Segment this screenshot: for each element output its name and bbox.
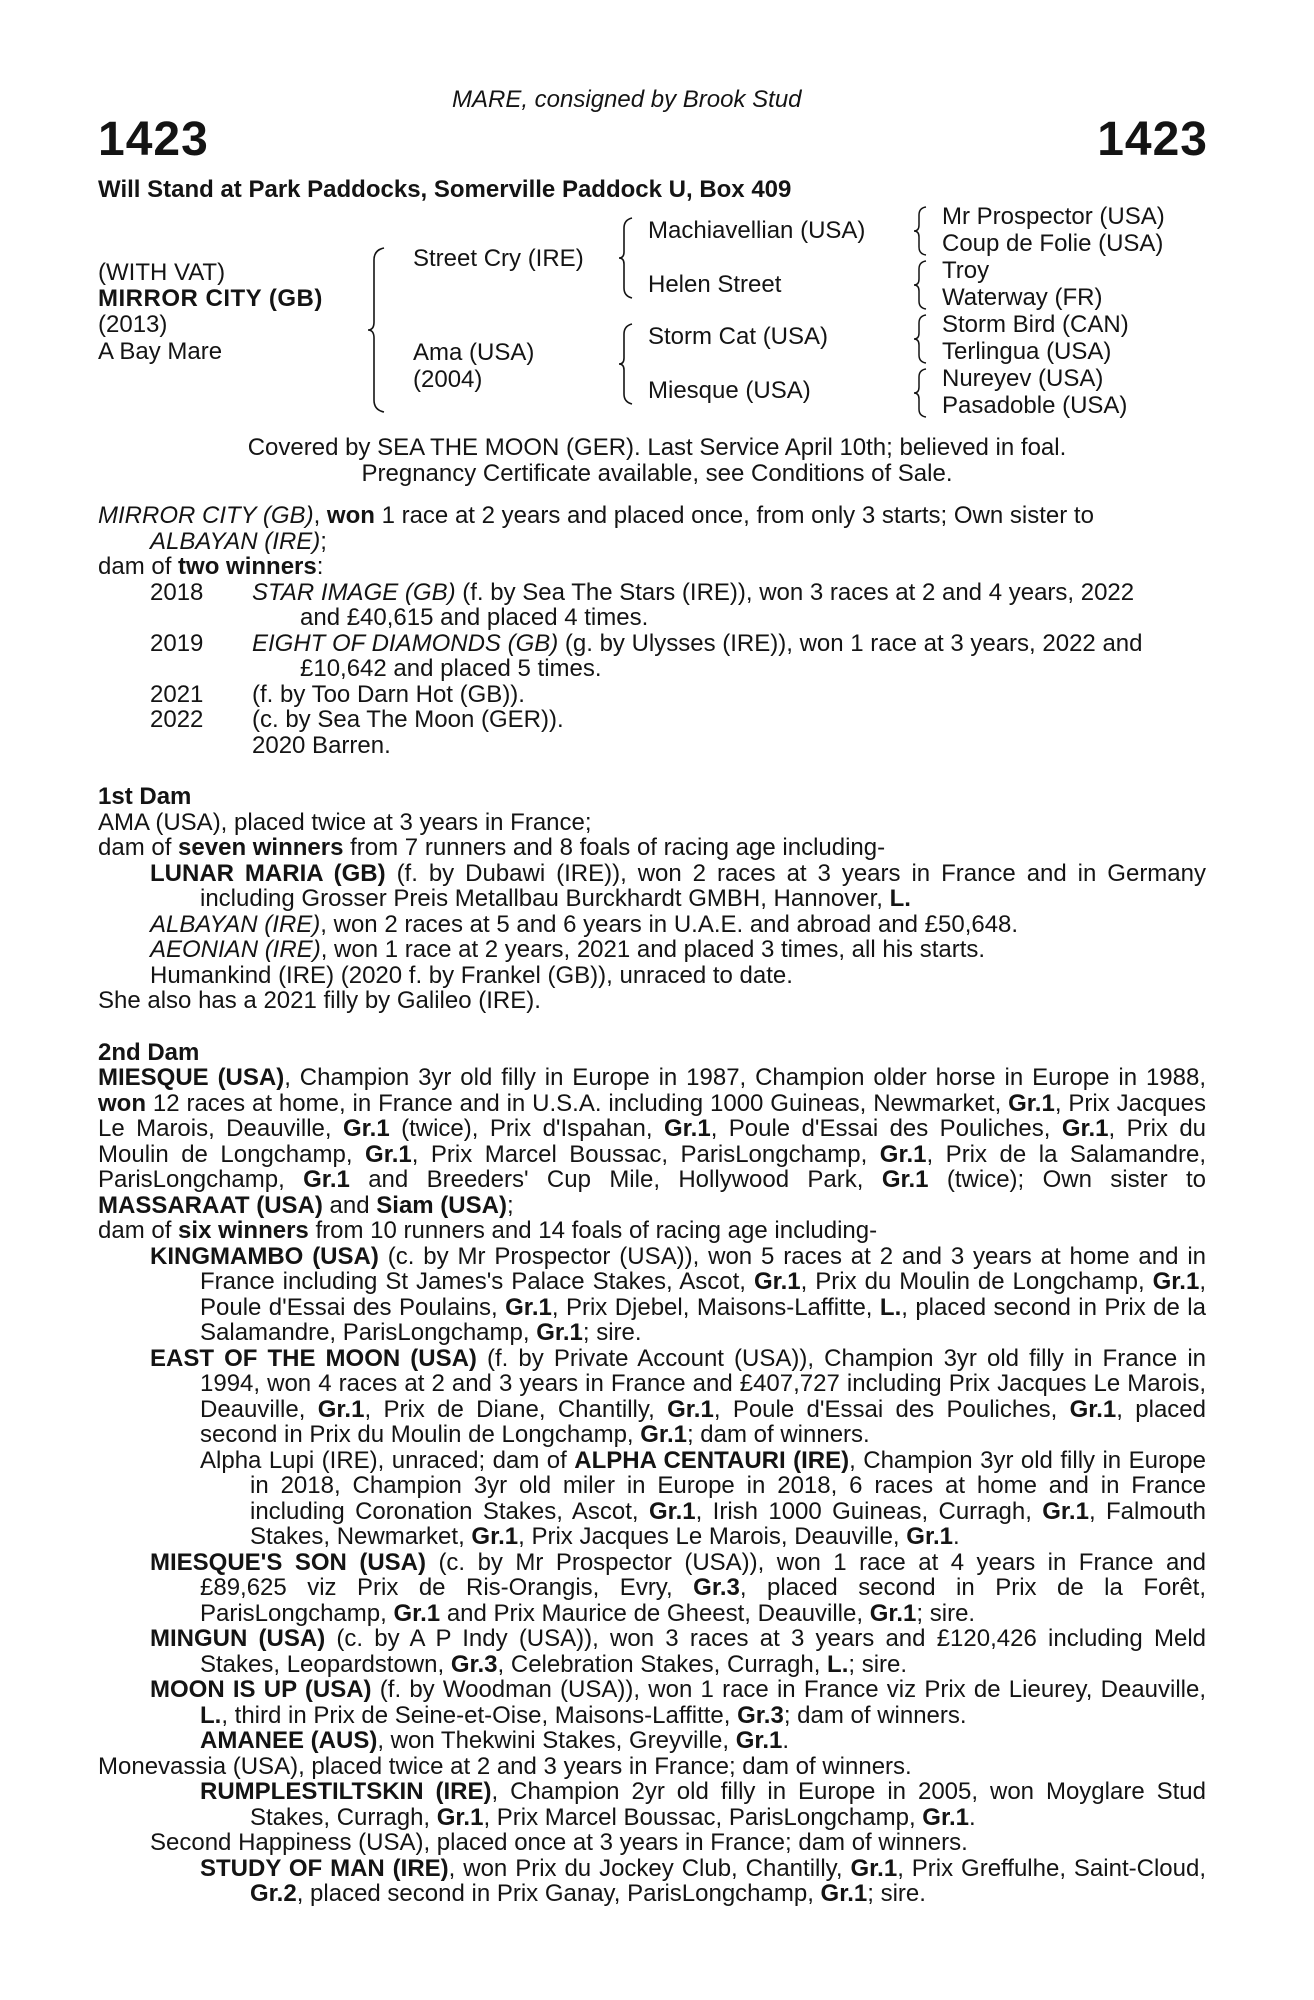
produce-entry: Second Happiness (USA), placed once at 3 years in France; dam of winners. <box>150 1829 968 1856</box>
produce-entry: MIESQUE'S SON (USA) (c. by Mr Prospector (USA)), won 1 race at 4 years in France and £89,625 viz Prix de Ris-Orangis, Evry, Gr.3, placed second in Prix de la Forêt, ParisLongchamp, Gr.1 and Prix Maurice de Gheest, Deauville, Gr.1; sire. <box>150 1548 1206 1627</box>
produce-entry: AEONIAN (IRE), won 1 race at 2 years, 2021 and placed 3 times, all his starts. <box>150 936 986 963</box>
pregnancy-note: Pregnancy Certificate available, see Conditions of Sale. <box>361 460 953 487</box>
dam-of-dam: Miesque (USA) <box>648 377 811 404</box>
produce-entry: STUDY OF MAN (IRE), won Prix du Jockey Club, Chantilly, Gr.1, Prix Greffulhe, Saint-Cloud, Gr.2, placed second in Prix Ganay, ParisLongchamp, Gr.1; sire. <box>200 1854 1206 1907</box>
produce-entry: MOON IS UP (USA) (f. by Woodman (USA)), won 1 race in France viz Prix de Lieurey, Deauville, L., third in Prix de Seine-et-Oise, Maisons-Laffitte, Gr.3; dam of winners. <box>150 1676 1206 1729</box>
produce-row: 2021 (f. by Too Darn Hot (GB)). <box>150 680 525 708</box>
catalogue-body <box>98 503 1206 1907</box>
produce-row: 2018 STAR IMAGE (GB) (f. by Sea The Stars (IRE)), won 3 races at 2 and 4 years, 2022 and £40,615 and placed 4 times. <box>150 578 1135 631</box>
own-sister-line: ALBAYAN (IRE); <box>150 527 327 555</box>
produce-entry: Alpha Lupi (IRE), unraced; dam of ALPHA CENTAURI (IRE), Champion 3yr old filly in Europe in 2018, Champion 3yr old miler in Europe in 2018, 6 races at home and in France including Coronation Stakes, Ascot, Gr.1, Irish 1000 Guineas, Curragh, Gr.1, Falmouth Stakes, Newmarket, Gr.1, Prix Jacques Le Marois, Deauville, Gr.1. <box>200 1446 1206 1550</box>
sire-name: Street Cry (IRE) <box>413 245 584 272</box>
produce-entry: AMANEE (AUS), won Thekwini Stakes, Greyville, Gr.1. <box>200 1727 790 1754</box>
consignor-subtitle: MARE, consigned by Brook Stud <box>452 86 802 113</box>
vat-note: (WITH VAT) <box>98 259 226 286</box>
produce-entry: MINGUN (USA) (c. by A P Indy (USA)), won 3 races at 3 years and £120,426 including Meld Stakes, Leopardstown, Gr.3, Celebration Stakes, Curragh, L.; sire. <box>150 1625 1206 1678</box>
sire-of-sire: Machiavellian (USA) <box>648 217 866 244</box>
second-dam-record: MIESQUE (USA), Champion 3yr old filly in Europe in 1987, Champion older horse in Europe in 1988, won 12 races at home, in France and in U.S.A. including 1000 Guineas, Newmarket, Gr.1, Prix Jacques Le Marois, Deauville, Gr.1 (twice), Prix d'Ispahan, Gr.1, Poule d'Essai des Pouliches, Gr.1, Prix du Moulin de Longchamp, Gr.1, Prix Marcel Boussac, ParisLongchamp, Gr.1, Prix de la Salamandre, ParisLongchamp, Gr.1 and Breeders' Cup Mile, Hollywood Park, Gr.1 (twice); Own sister to MASSARAAT (USA) and Siam (USA); <box>98 1064 1207 1219</box>
first-dam-record: AMA (USA), placed twice at 3 years in France; <box>98 808 592 836</box>
stand-location: Will Stand at Park Paddocks, Somerville Paddock U, Box 409 <box>98 176 792 203</box>
produce-entry: KINGMAMBO (USA) (c. by Mr Prospector (USA)), won 5 races at 2 and 3 years at home and in France including St James's Palace Stakes, Ascot, Gr.1, Prix du Moulin de Longchamp, Gr.1, Poule d'Essai des Poulains, Gr.1, Prix Djebel, Maisons-Laffitte, L., placed second in Prix de la Salamandre, ParisLongchamp, Gr.1; sire. <box>150 1242 1207 1346</box>
ggp-2: Coup de Folie (USA) <box>942 230 1164 257</box>
mare-record: MIRROR CITY (GB), won 1 race at 2 years and placed once, from only 3 starts; Own sister to <box>98 502 1094 529</box>
sire-brace <box>618 216 640 300</box>
produce-row: 2022 (c. by Sea The Moon (GER)). <box>150 706 564 733</box>
ggp-5: Storm Bird (CAN) <box>942 311 1129 338</box>
ggp-1: Mr Prospector (USA) <box>942 203 1165 230</box>
produce-entry: Monevassia (USA), placed twice at 2 and 3 years in France; dam of winners. <box>98 1752 912 1780</box>
sire-of-dam: Storm Cat (USA) <box>648 323 829 350</box>
covered-note: Covered by SEA THE MOON (GER). Last Service April 10th; believed in foal. <box>247 434 1067 461</box>
barren-row: 2020 Barren. <box>252 731 391 759</box>
dam-of-sire: Helen Street <box>648 271 782 298</box>
sire-dam-brace <box>366 244 396 414</box>
produce-entry: EAST OF THE MOON (USA) (f. by Private Account (USA)), Champion 3yr old filly in France in 1994, won 4 races at 2 and 3 years in France and £407,727 including Prix Jacques Le Marois, Deauville, Gr.1, Prix de Diane, Chantilly, Gr.1, Poule d'Essai des Pouliches, Gr.1, placed second in Prix du Moulin de Longchamp, Gr.1; dam of winners. <box>150 1344 1207 1448</box>
produce-row: 2019 EIGHT OF DIAMONDS (GB) (g. by Ulysses (IRE)), won 1 race at 3 years, 2022 and £10,642 and placed 5 times. <box>150 629 1143 682</box>
produce-entry: ALBAYAN (IRE), won 2 races at 5 and 6 years in U.A.E. and abroad and £50,648. <box>150 910 1019 938</box>
lot-number-right: 1423 <box>1097 113 1208 166</box>
second-dam-produce: dam of six winners from 10 runners and 14 foals of racing age including- <box>98 1217 878 1244</box>
produce-entry: Humankind (IRE) (2020 f. by Frankel (GB)), unraced to date. <box>150 961 793 989</box>
ggp-6: Terlingua (USA) <box>942 338 1112 365</box>
produce-entry: RUMPLESTILTSKIN (IRE), Champion 2yr old filly in Europe in 2005, won Moyglare Stud Stakes, Curragh, Gr.1, Prix Marcel Boussac, ParisLongchamp, Gr.1. <box>200 1778 1206 1831</box>
first-dam-produce: dam of seven winners from 7 runners and 8 foals of racing age including- <box>98 834 886 861</box>
produce-entry: LUNAR MARIA (GB) (f. by Dubawi (IRE)), won 2 races at 3 years in France and in Germany including Grosser Preis Metallbau Burckhardt GMBH, Hannover, L. <box>150 859 1206 912</box>
produce-summary: dam of two winners: <box>98 553 324 580</box>
lot-number-left: 1423 <box>98 113 209 166</box>
filly-note: She also has a 2021 filly by Galileo (IRE). <box>98 987 541 1014</box>
ggp-3: Troy <box>942 257 990 284</box>
great-grandparent-braces <box>912 205 932 423</box>
ggp-4: Waterway (FR) <box>942 284 1103 311</box>
second-dam-heading: 2nd Dam <box>98 1038 200 1066</box>
horse-name: MIRROR CITY (GB) <box>98 285 323 312</box>
dam-year: (2004) <box>413 366 483 393</box>
ggp-7: Nureyev (USA) <box>942 365 1104 392</box>
horse-year: (2013) <box>98 311 168 338</box>
horse-description: A Bay Mare <box>98 338 223 365</box>
ggp-8: Pasadoble (USA) <box>942 392 1128 419</box>
first-dam-heading: 1st Dam <box>98 783 192 810</box>
dam-brace <box>618 322 640 406</box>
dam-name: Ama (USA) <box>413 339 535 366</box>
